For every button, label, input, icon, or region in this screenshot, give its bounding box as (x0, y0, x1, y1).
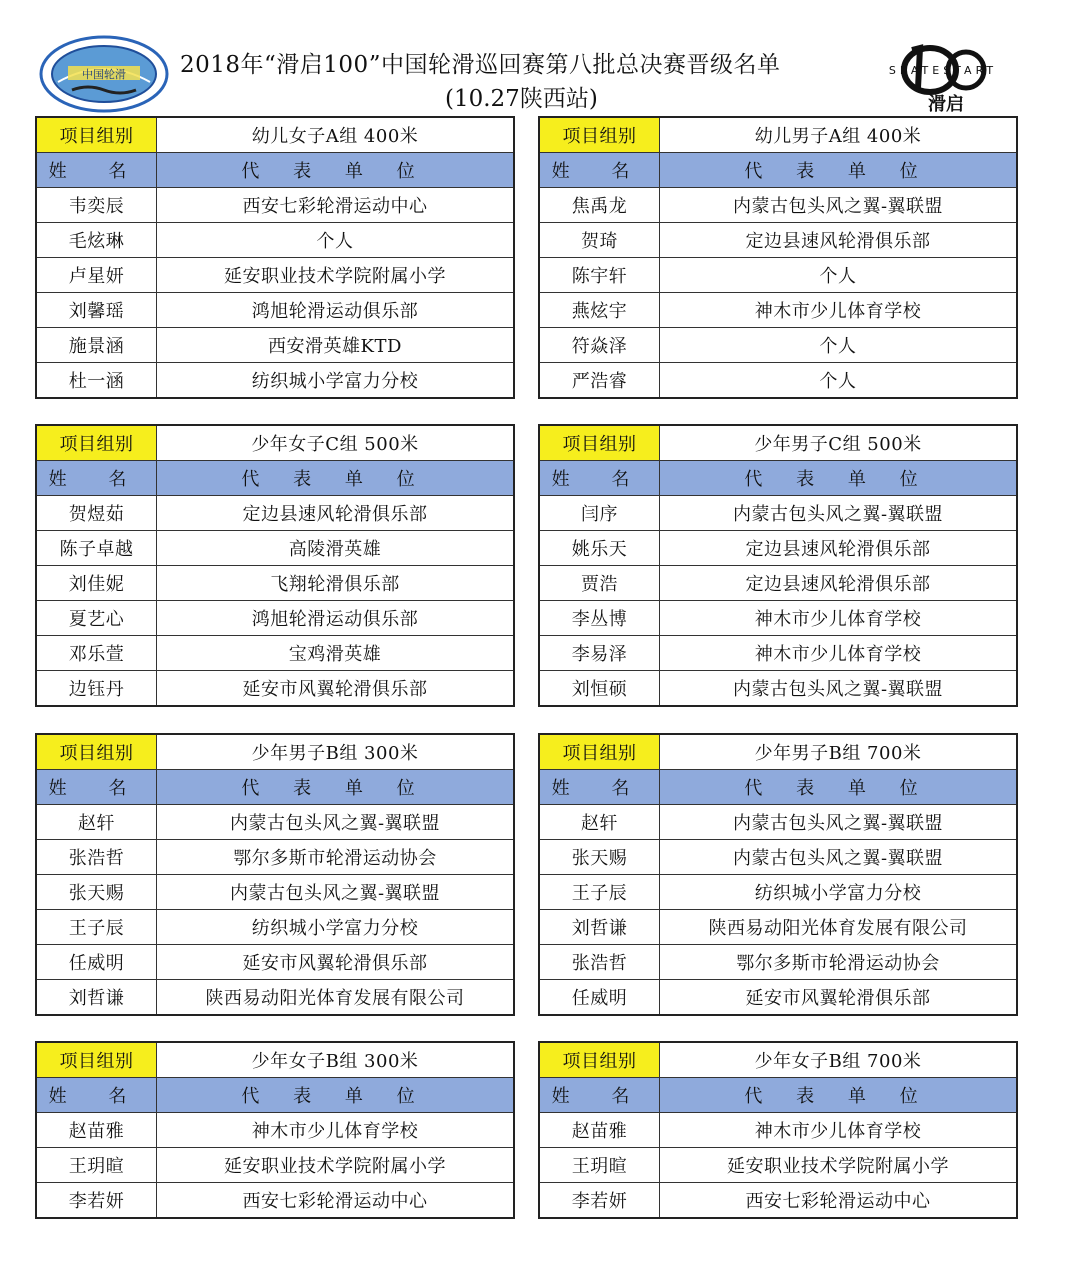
table-row (36, 363, 514, 399)
event-table (35, 1041, 515, 1219)
name-header-cell: 姓 名 (36, 461, 157, 496)
athlete-name-cell: 赵苗雅 (36, 1113, 157, 1148)
table-row (539, 1183, 1017, 1219)
unit-name-cell: 神木市少儿体育学校 (660, 1113, 1018, 1148)
athlete-name-cell: 赵苗雅 (539, 1113, 660, 1148)
unit-name-cell: 内蒙古包头风之翼-翼联盟 (660, 188, 1018, 223)
unit-name-cell: 西安七彩轮滑运动中心 (660, 1183, 1018, 1219)
unit-name-cell: 内蒙古包头风之翼-翼联盟 (157, 805, 515, 840)
unit-name-cell: 纺织城小学富力分校 (157, 363, 515, 399)
athlete-name-cell: 边钰丹 (36, 671, 157, 707)
event-name-cell: 幼儿女子A组 400米 (157, 117, 515, 153)
table-row (539, 363, 1017, 399)
skatestart-100-logo-icon (868, 40, 1018, 114)
table-row (539, 840, 1017, 875)
athlete-name-cell: 王玥暄 (539, 1148, 660, 1183)
unit-name-cell: 西安七彩轮滑运动中心 (157, 1183, 515, 1219)
unit-name-cell: 神木市少儿体育学校 (660, 636, 1018, 671)
table-row (36, 945, 514, 980)
emblem-text: 中国轮滑 (82, 68, 126, 81)
name-header-cell: 姓 名 (36, 1078, 157, 1113)
event-table (35, 733, 515, 1016)
unit-name-cell: 纺织城小学富力分校 (157, 910, 515, 945)
unit-header-cell: 代 表 单 位 (660, 461, 1018, 496)
event-row (539, 734, 1017, 770)
logo-brand-text: SKATESTART (888, 64, 998, 77)
unit-name-cell: 西安七彩轮滑运动中心 (157, 188, 515, 223)
table-row (36, 496, 514, 531)
association-emblem-icon (38, 34, 170, 114)
table-row (36, 258, 514, 293)
athlete-name-cell: 王子辰 (539, 875, 660, 910)
column-header-row (539, 153, 1017, 188)
unit-name-cell: 内蒙古包头风之翼-翼联盟 (660, 805, 1018, 840)
table-row (539, 945, 1017, 980)
table-row (36, 840, 514, 875)
column-header-row (36, 153, 514, 188)
table-row (539, 293, 1017, 328)
event-label-cell: 项目组别 (539, 425, 660, 461)
name-header-cell: 姓 名 (539, 1078, 660, 1113)
name-header-cell: 姓 名 (36, 153, 157, 188)
unit-name-cell: 内蒙古包头风之翼-翼联盟 (660, 496, 1018, 531)
table-row (36, 566, 514, 601)
table-row (36, 910, 514, 945)
unit-header-cell: 代 表 单 位 (660, 770, 1018, 805)
unit-name-cell: 内蒙古包头风之翼-翼联盟 (660, 840, 1018, 875)
table-row (539, 980, 1017, 1016)
column-header-row (36, 461, 514, 496)
event-table (538, 424, 1018, 707)
athlete-name-cell: 赵轩 (36, 805, 157, 840)
unit-name-cell: 延安市风翼轮滑俱乐部 (660, 980, 1018, 1016)
event-row (539, 1042, 1017, 1078)
event-row (539, 117, 1017, 153)
athlete-name-cell: 邓乐萱 (36, 636, 157, 671)
table-row (539, 601, 1017, 636)
unit-name-cell: 鸿旭轮滑运动俱乐部 (157, 601, 515, 636)
athlete-name-cell: 王玥暄 (36, 1148, 157, 1183)
unit-name-cell: 神木市少儿体育学校 (660, 293, 1018, 328)
event-table (538, 1041, 1018, 1219)
table-row (36, 1148, 514, 1183)
table-row (36, 636, 514, 671)
athlete-name-cell: 卢星妍 (36, 258, 157, 293)
event-row (539, 425, 1017, 461)
unit-name-cell: 定边县速风轮滑俱乐部 (157, 496, 515, 531)
event-name-cell: 少年男子C组 500米 (660, 425, 1018, 461)
document-header (0, 0, 1080, 118)
unit-name-cell: 宝鸡滑英雄 (157, 636, 515, 671)
name-header-cell: 姓 名 (539, 461, 660, 496)
table-row (36, 875, 514, 910)
unit-name-cell: 延安职业技术学院附属小学 (660, 1148, 1018, 1183)
table-row (539, 531, 1017, 566)
table-row (36, 188, 514, 223)
unit-name-cell: 飞翔轮滑俱乐部 (157, 566, 515, 601)
athlete-name-cell: 贾浩 (539, 566, 660, 601)
unit-name-cell: 内蒙古包头风之翼-翼联盟 (157, 875, 515, 910)
table-row (539, 328, 1017, 363)
unit-name-cell: 高陵滑英雄 (157, 531, 515, 566)
event-label-cell: 项目组别 (36, 117, 157, 153)
athlete-name-cell: 贺琦 (539, 223, 660, 258)
table-row (36, 671, 514, 707)
unit-name-cell: 纺织城小学富力分校 (660, 875, 1018, 910)
athlete-name-cell: 姚乐天 (539, 531, 660, 566)
table-row (36, 805, 514, 840)
athlete-name-cell: 刘哲谦 (36, 980, 157, 1016)
event-table (35, 424, 515, 707)
table-row (36, 223, 514, 258)
table-row (36, 293, 514, 328)
table-row (36, 601, 514, 636)
athlete-name-cell: 陈子卓越 (36, 531, 157, 566)
unit-name-cell: 神木市少儿体育学校 (660, 601, 1018, 636)
table-row (539, 1113, 1017, 1148)
event-name-cell: 少年女子B组 300米 (157, 1042, 515, 1078)
athlete-name-cell: 杜一涵 (36, 363, 157, 399)
athlete-name-cell: 符焱泽 (539, 328, 660, 363)
event-name-cell: 少年女子B组 700米 (660, 1042, 1018, 1078)
athlete-name-cell: 张天赐 (36, 875, 157, 910)
event-label-cell: 项目组别 (539, 1042, 660, 1078)
athlete-name-cell: 李易泽 (539, 636, 660, 671)
table-row (539, 1148, 1017, 1183)
logo-cn-text: 滑启 (928, 94, 964, 114)
event-table (538, 733, 1018, 1016)
column-header-row (539, 461, 1017, 496)
name-header-cell: 姓 名 (539, 153, 660, 188)
page-subtitle: (10.27陕西站) (445, 86, 598, 112)
event-row (36, 734, 514, 770)
unit-name-cell: 定边县速风轮滑俱乐部 (660, 531, 1018, 566)
event-row (36, 117, 514, 153)
event-label-cell: 项目组别 (36, 734, 157, 770)
athlete-name-cell: 闫序 (539, 496, 660, 531)
column-header-row (36, 770, 514, 805)
unit-header-cell: 代 表 单 位 (660, 1078, 1018, 1113)
page-title: 2018年“滑启100”中国轮滑巡回赛第八批总决赛晋级名单 (180, 52, 781, 78)
athlete-name-cell: 韦奕辰 (36, 188, 157, 223)
column-header-row (539, 1078, 1017, 1113)
unit-name-cell: 延安职业技术学院附属小学 (157, 258, 515, 293)
athlete-name-cell: 燕炫宇 (539, 293, 660, 328)
table-row (36, 1113, 514, 1148)
name-header-cell: 姓 名 (539, 770, 660, 805)
athlete-name-cell: 刘恒硕 (539, 671, 660, 707)
column-header-row (36, 1078, 514, 1113)
athlete-name-cell: 张浩哲 (36, 840, 157, 875)
athlete-name-cell: 张天赐 (539, 840, 660, 875)
table-row (539, 805, 1017, 840)
athlete-name-cell: 王子辰 (36, 910, 157, 945)
athlete-name-cell: 刘馨瑶 (36, 293, 157, 328)
unit-header-cell: 代 表 单 位 (157, 770, 515, 805)
table-row (36, 531, 514, 566)
name-header-cell: 姓 名 (36, 770, 157, 805)
event-name-cell: 少年男子B组 300米 (157, 734, 515, 770)
unit-header-cell: 代 表 单 位 (157, 153, 515, 188)
athlete-name-cell: 刘哲谦 (539, 910, 660, 945)
unit-name-cell: 延安职业技术学院附属小学 (157, 1148, 515, 1183)
unit-name-cell: 内蒙古包头风之翼-翼联盟 (660, 671, 1018, 707)
table-row (36, 1183, 514, 1219)
unit-header-cell: 代 表 单 位 (157, 461, 515, 496)
unit-name-cell: 神木市少儿体育学校 (157, 1113, 515, 1148)
table-row (539, 636, 1017, 671)
table-row (36, 328, 514, 363)
table-row (539, 566, 1017, 601)
athlete-name-cell: 赵轩 (539, 805, 660, 840)
event-label-cell: 项目组别 (36, 1042, 157, 1078)
table-row (539, 258, 1017, 293)
unit-name-cell: 个人 (660, 363, 1018, 399)
athlete-name-cell: 陈宇轩 (539, 258, 660, 293)
athlete-name-cell: 贺煜茹 (36, 496, 157, 531)
athlete-name-cell: 李若妍 (36, 1183, 157, 1219)
athlete-name-cell: 李丛博 (539, 601, 660, 636)
unit-name-cell: 鸿旭轮滑运动俱乐部 (157, 293, 515, 328)
event-name-cell: 幼儿男子A组 400米 (660, 117, 1018, 153)
table-row (36, 980, 514, 1016)
unit-name-cell: 延安市风翼轮滑俱乐部 (157, 671, 515, 707)
event-label-cell: 项目组别 (539, 734, 660, 770)
unit-name-cell: 定边县速风轮滑俱乐部 (660, 566, 1018, 601)
event-name-cell: 少年男子B组 700米 (660, 734, 1018, 770)
athlete-name-cell: 李若妍 (539, 1183, 660, 1219)
event-table (538, 116, 1018, 399)
event-table (35, 116, 515, 399)
unit-name-cell: 鄂尔多斯市轮滑运动协会 (660, 945, 1018, 980)
athlete-name-cell: 毛炫琳 (36, 223, 157, 258)
unit-header-cell: 代 表 单 位 (157, 1078, 515, 1113)
athlete-name-cell: 张浩哲 (539, 945, 660, 980)
athlete-name-cell: 焦禹龙 (539, 188, 660, 223)
table-row (539, 223, 1017, 258)
athlete-name-cell: 任威明 (36, 945, 157, 980)
athlete-name-cell: 刘佳妮 (36, 566, 157, 601)
athlete-name-cell: 任威明 (539, 980, 660, 1016)
event-row (36, 425, 514, 461)
unit-header-cell: 代 表 单 位 (660, 153, 1018, 188)
unit-name-cell: 定边县速风轮滑俱乐部 (660, 223, 1018, 258)
unit-name-cell: 陕西易动阳光体育发展有限公司 (157, 980, 515, 1016)
column-header-row (539, 770, 1017, 805)
event-label-cell: 项目组别 (36, 425, 157, 461)
table-row (539, 910, 1017, 945)
unit-name-cell: 鄂尔多斯市轮滑运动协会 (157, 840, 515, 875)
event-label-cell: 项目组别 (539, 117, 660, 153)
athlete-name-cell: 施景涵 (36, 328, 157, 363)
event-name-cell: 少年女子C组 500米 (157, 425, 515, 461)
unit-name-cell: 个人 (660, 258, 1018, 293)
table-row (539, 875, 1017, 910)
table-row (539, 188, 1017, 223)
unit-name-cell: 西安滑英雄KTD (157, 328, 515, 363)
athlete-name-cell: 严浩睿 (539, 363, 660, 399)
unit-name-cell: 个人 (660, 328, 1018, 363)
athlete-name-cell: 夏艺心 (36, 601, 157, 636)
unit-name-cell: 个人 (157, 223, 515, 258)
event-row (36, 1042, 514, 1078)
unit-name-cell: 陕西易动阳光体育发展有限公司 (660, 910, 1018, 945)
table-row (539, 671, 1017, 707)
table-row (539, 496, 1017, 531)
unit-name-cell: 延安市风翼轮滑俱乐部 (157, 945, 515, 980)
